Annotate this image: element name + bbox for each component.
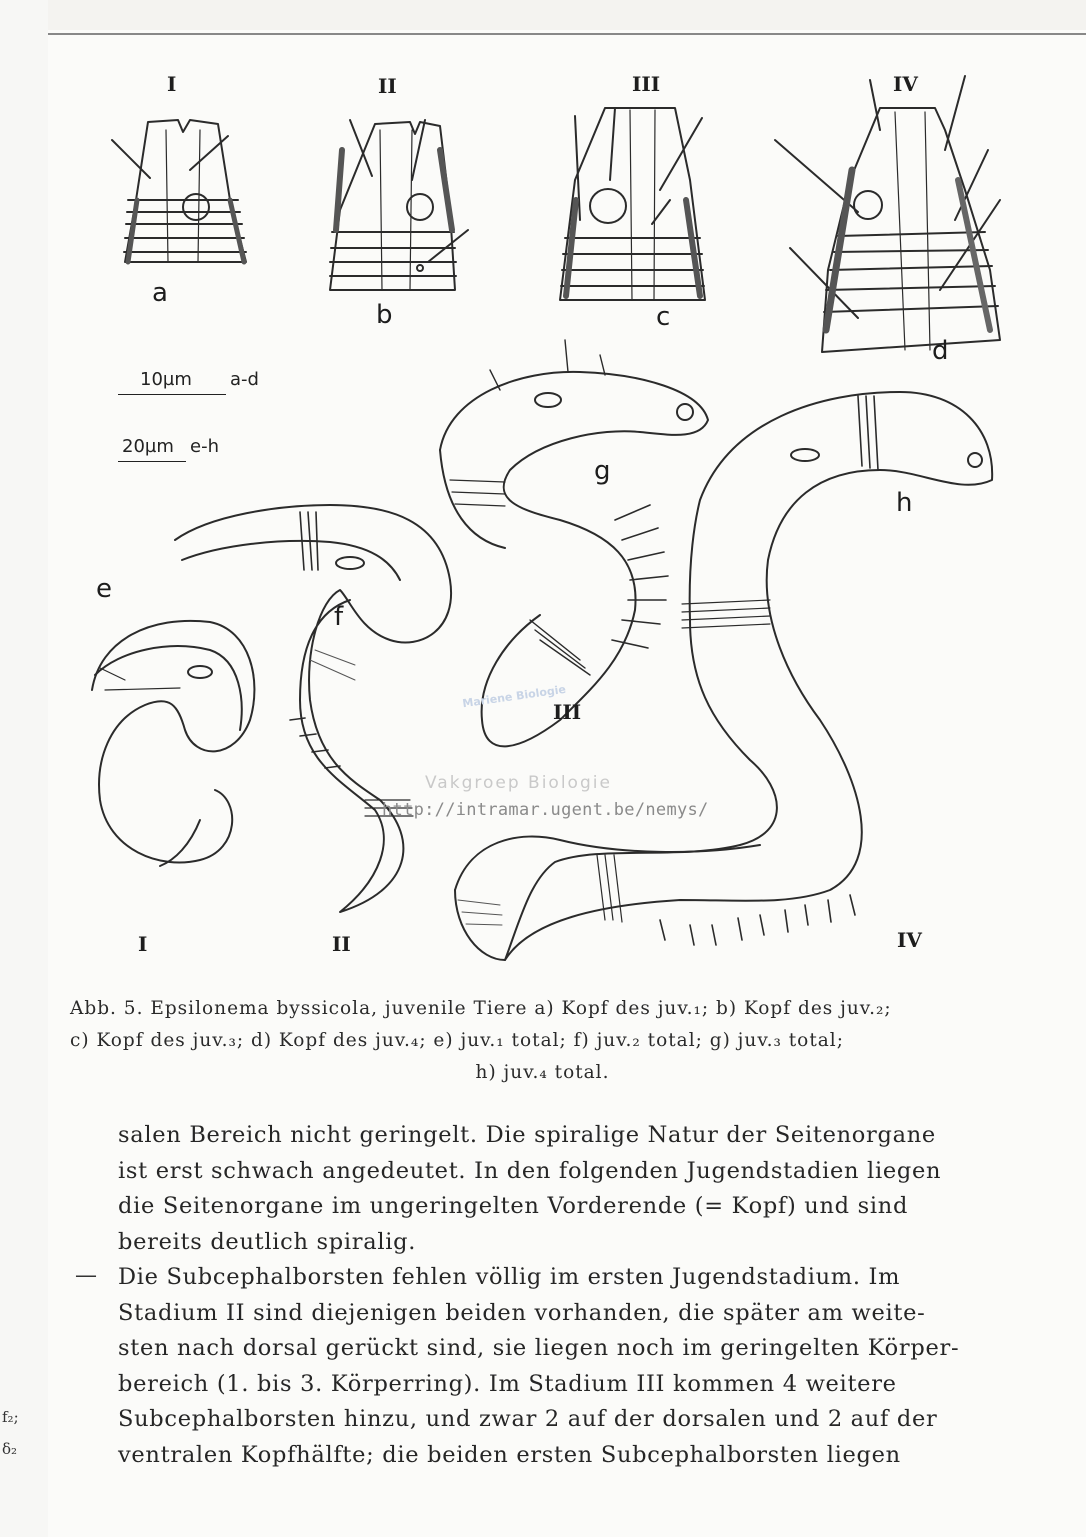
- body-label-h: h: [896, 488, 913, 518]
- watermark-org: Vakgroep Biologie: [425, 773, 612, 793]
- head-label-d: d: [932, 336, 949, 366]
- head-a-drawing: [112, 120, 246, 262]
- body-line-6: Stadium II sind diejenigen beiden vorhanden, die später am weite-: [118, 1299, 926, 1326]
- body-label-e: e: [96, 574, 112, 604]
- scale-bar-20um-line: [118, 461, 186, 462]
- figure-caption: [70, 993, 1015, 1089]
- body-e-drawing: [92, 621, 254, 866]
- scale-bar-10um-range: a-d: [230, 369, 259, 390]
- body-label-roman-4: IV: [897, 928, 922, 952]
- body-h-drawing: [455, 392, 992, 960]
- body-g-drawing: [440, 340, 708, 746]
- margin-mark-2: δ₂: [2, 1440, 18, 1458]
- body-line-1: salen Bereich nicht geringelt. Die spiralige Natur der Seitenorgane: [118, 1122, 936, 1148]
- body-label-roman-1: I: [138, 932, 148, 956]
- head-label-a: a: [152, 278, 168, 308]
- head-label-b: b: [376, 300, 393, 330]
- watermark-url: http://intramar.ugent.be/nemys/: [382, 800, 709, 820]
- body-label-g: g: [594, 456, 611, 486]
- body-f-drawing: [175, 505, 451, 912]
- body-label-roman-2: II: [332, 932, 351, 956]
- head-label-c: c: [656, 302, 671, 332]
- paragraph-dash: —: [75, 1263, 97, 1288]
- body-line-2: ist erst schwach angedeutet. In den folgenden Jugendstadien liegen: [118, 1157, 942, 1184]
- body-line-3: die Seitenorgane im ungeringelten Vorderende (= Kopf) und sind: [118, 1193, 909, 1219]
- head-label-roman-3: III: [632, 72, 661, 96]
- body-label-f: f: [334, 602, 344, 632]
- watermark-logo-text: Mariene Biologie: [461, 682, 567, 711]
- caption-line-2: c) Kopf des juv.₃; d) Kopf des juv.₄; e) juv.₁ total; f) juv.₂ total; g) juv.₃ total;: [70, 1030, 844, 1051]
- head-d-drawing: [775, 76, 1000, 352]
- body-text: [118, 1118, 1016, 1473]
- scale-bar-10um-line: [118, 394, 226, 395]
- head-label-roman-2: II: [378, 74, 397, 98]
- body-line-8: bereich (1. bis 3. Körperring). Im Stadium III kommen 4 weitere: [118, 1370, 897, 1397]
- scale-bar-20um-value: 20µm: [122, 436, 174, 457]
- margin-mark-1: f₂;: [2, 1408, 19, 1426]
- caption-line-1: Abb. 5. Epsilonema byssicola, juvenile Tiere a) Kopf des juv.₁; b) Kopf des juv.₂;: [70, 998, 892, 1019]
- body-line-7: sten nach dorsal gerückt sind, sie liegen noch im geringelten Körper-: [118, 1335, 960, 1361]
- body-line-4: bereits deutlich spiralig.: [118, 1228, 417, 1255]
- head-label-roman-1: I: [167, 72, 177, 96]
- scale-bar-20um-range: e-h: [190, 436, 219, 457]
- caption-line-3: h) juv.₄ total.: [475, 1062, 610, 1083]
- head-label-roman-4: IV: [893, 72, 918, 96]
- body-line-10: ventralen Kopfhälfte; die beiden ersten Subcephalborsten liegen: [118, 1441, 901, 1468]
- scale-bar-10um-value: 10µm: [140, 369, 192, 390]
- head-c-drawing: [560, 108, 705, 300]
- head-b-drawing: [330, 120, 468, 290]
- body-line-5: Die Subcephalborsten fehlen völlig im ersten Jugendstadium. Im: [118, 1264, 901, 1290]
- body-line-9: Subcephalborsten hinzu, und zwar 2 auf der dorsalen und 2 auf der: [118, 1406, 938, 1432]
- body-label-roman-3: III: [553, 700, 582, 724]
